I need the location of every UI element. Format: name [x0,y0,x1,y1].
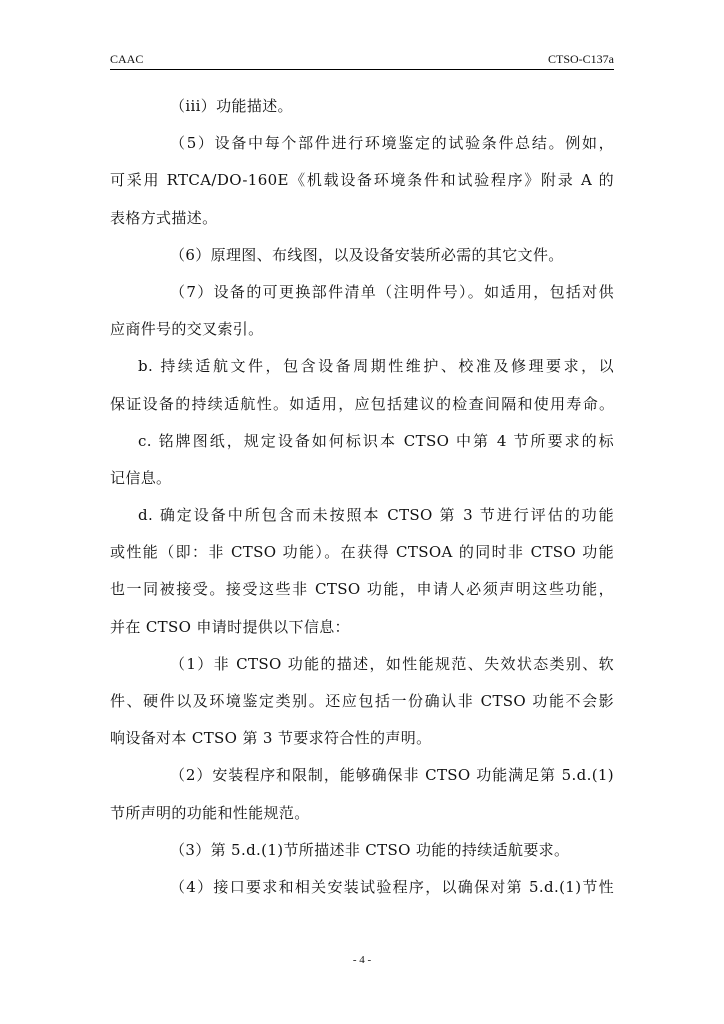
paragraph-line: c. 铭牌图纸，规定设备如何标识本 CTSO 中第 4 节所要求的标 [138,431,614,450]
paragraph-line: 表格方式描述。 [110,208,218,227]
page-number: - 4 - [352,954,372,966]
header-doc-id: CTSO-C137a [548,52,614,66]
document-body [110,92,614,910]
paragraph-line: （6）原理图、布线图，以及设备安装所必需的其它文件。 [170,245,564,264]
header-org: CAAC [110,52,144,66]
page-header [110,52,614,70]
paragraph-line: b. 持续适航文件，包含设备周期性维护、校准及修理要求，以 [138,357,614,376]
paragraph-line: 应商件号的交叉索引。 [110,320,264,339]
paragraph-line: 响设备对本 CTSO 第 3 节要求符合性的声明。 [110,729,432,748]
paragraph-line: （3）第 5.d.(1)节所描述非 CTSO 功能的持续适航要求。 [170,840,570,859]
paragraph-line: （1）非 CTSO 功能的描述，如性能规范、失效状态类别、软 [170,654,614,673]
paragraph-line: 并在 CTSO 申请时提供以下信息： [110,617,350,636]
paragraph-line: 件、硬件以及环境鉴定类别。还应包括一份确认非 CTSO 功能不会影 [110,692,614,710]
paragraph-line: （iii）功能描述。 [170,97,293,115]
paragraph-line: （5）设备中每个部件进行环境鉴定的试验条件总结。例如， [170,134,614,153]
paragraph-line: 保证设备的持续适航性。如适用，应包括建议的检查间隔和使用寿命。 [110,394,614,413]
paragraph-line: 也一同被接受。接受这些非 CTSO 功能，申请人必须声明这些功能， [110,580,614,599]
paragraph-line: d. 确定设备中所包含而未按照本 CTSO 第 3 节进行评估的功能 [138,506,614,525]
paragraph-line: 节所声明的功能和性能规范。 [110,803,310,822]
paragraph-line: 记信息。 [110,468,172,487]
paragraph-line: （4）接口要求和相关安装试验程序，以确保对第 5.d.(1)节性 [170,877,614,896]
paragraph-line: 或性能（即：非 CTSO 功能）。在获得 CTSOA 的同时非 CTSO 功能 [110,543,614,562]
paragraph-line: 可采用 RTCA/DO-160E《机载设备环境条件和试验程序》附录 A 的 [110,171,614,190]
paragraph-line: （2）安装程序和限制，能够确保非 CTSO 功能满足第 5.d.(1) [170,766,614,785]
paragraph-line: （7）设备的可更换部件清单（注明件号）。如适用，包括对供 [170,282,614,301]
